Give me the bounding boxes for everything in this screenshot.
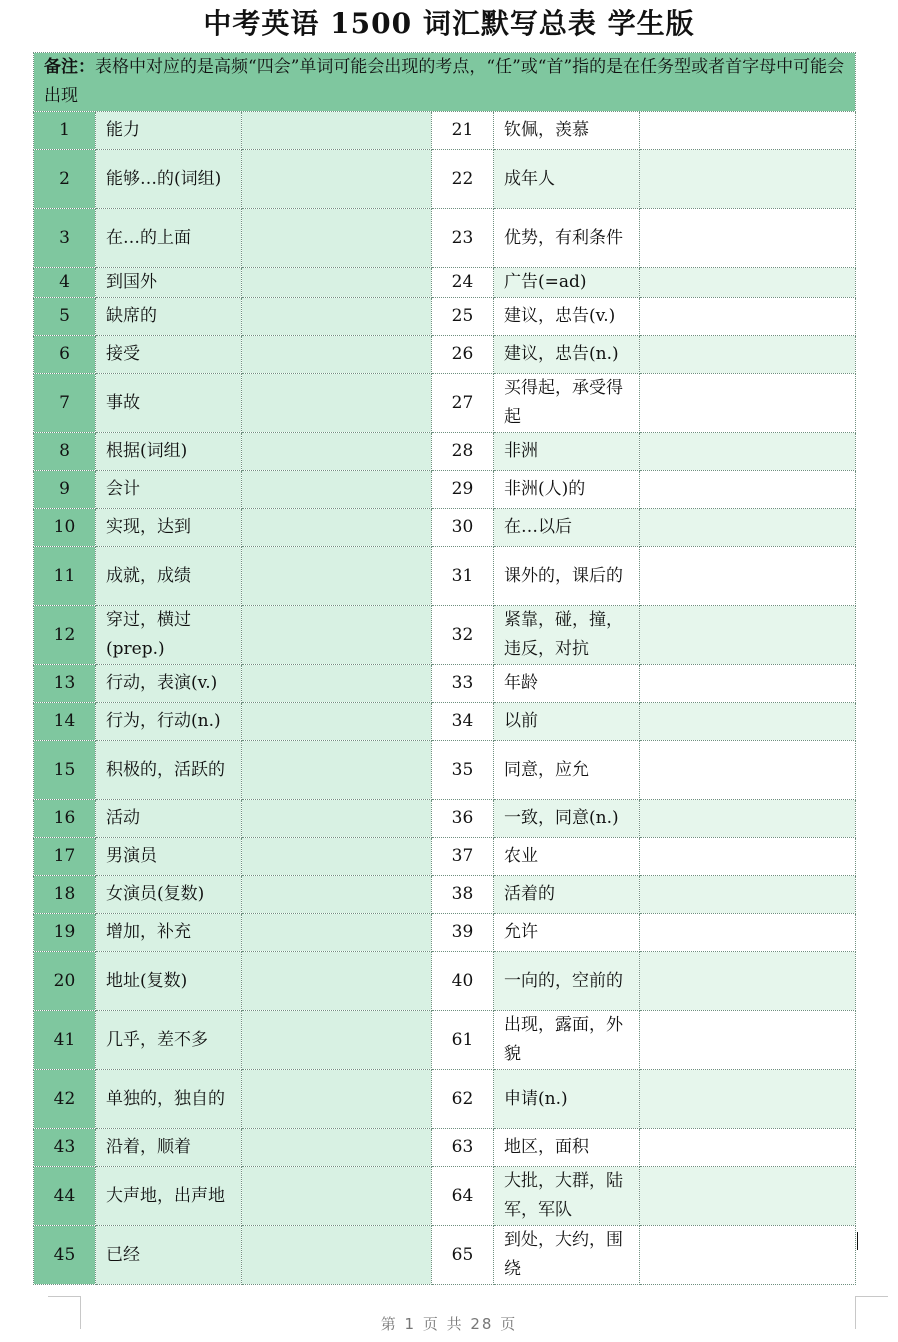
table-row: [34, 914, 856, 952]
row-number: 33: [432, 665, 494, 703]
row-number: 65: [432, 1226, 494, 1285]
row-number: 1: [34, 112, 96, 150]
note-row: [34, 53, 856, 112]
chinese-meaning: 非洲(人)的: [494, 471, 640, 509]
chinese-meaning: 单独的，独自的: [96, 1070, 242, 1129]
table-row: [34, 509, 856, 547]
answer-blank[interactable]: [640, 268, 856, 298]
chinese-meaning: 年龄: [494, 665, 640, 703]
row-number: 40: [432, 952, 494, 1011]
chinese-meaning: 允许: [494, 914, 640, 952]
chinese-meaning: 地址(复数): [96, 952, 242, 1011]
chinese-meaning: 能够…的(词组): [96, 150, 242, 209]
chinese-meaning: 活动: [96, 800, 242, 838]
row-number: 5: [34, 298, 96, 336]
table-row: [34, 1011, 856, 1070]
row-number: 21: [432, 112, 494, 150]
row-number: 30: [432, 509, 494, 547]
row-number: 39: [432, 914, 494, 952]
row-number: 64: [432, 1167, 494, 1226]
chinese-meaning: 在…的上面: [96, 209, 242, 268]
table-row: [34, 876, 856, 914]
row-number: 41: [34, 1011, 96, 1070]
row-number: 18: [34, 876, 96, 914]
row-number: 24: [432, 268, 494, 298]
answer-blank[interactable]: [640, 1226, 856, 1285]
chinese-meaning: 在…以后: [494, 509, 640, 547]
row-number: 37: [432, 838, 494, 876]
chinese-meaning: 到处，大约，围绕: [494, 1226, 640, 1285]
chinese-meaning: 已经: [96, 1226, 242, 1285]
answer-blank[interactable]: [640, 741, 856, 800]
answer-blank[interactable]: [242, 150, 432, 209]
chinese-meaning: 非洲: [494, 433, 640, 471]
answer-blank[interactable]: [242, 374, 432, 433]
row-number: 12: [34, 606, 96, 665]
note-text: 表格中对应的是高频“四会”单词可能会出现的考点，“任”或“首”指的是在任务型或者首字母中可能会出现: [44, 57, 845, 106]
chinese-meaning: 接受: [96, 336, 242, 374]
table-row: [34, 800, 856, 838]
chinese-meaning: 实现，达到: [96, 509, 242, 547]
chinese-meaning: 大批，大群，陆军，军队: [494, 1167, 640, 1226]
table-row: [34, 547, 856, 606]
row-number: 16: [34, 800, 96, 838]
chinese-meaning: 几乎，差不多: [96, 1011, 242, 1070]
row-number: 31: [432, 547, 494, 606]
row-number: 14: [34, 703, 96, 741]
chinese-meaning: 成就，成绩: [96, 547, 242, 606]
answer-blank[interactable]: [242, 665, 432, 703]
chinese-meaning: 建议，忠告(n.): [494, 336, 640, 374]
table-row: [34, 703, 856, 741]
answer-blank[interactable]: [640, 1129, 856, 1167]
chinese-meaning: 穿过，横过(prep.): [96, 606, 242, 665]
answer-blank[interactable]: [640, 509, 856, 547]
answer-blank[interactable]: [640, 665, 856, 703]
chinese-meaning: 缺席的: [96, 298, 242, 336]
answer-blank[interactable]: [640, 209, 856, 268]
row-number: 22: [432, 150, 494, 209]
chinese-meaning: 大声地，出声地: [96, 1167, 242, 1226]
table-row: [34, 665, 856, 703]
chinese-meaning: 建议，忠告(v.): [494, 298, 640, 336]
row-number: 43: [34, 1129, 96, 1167]
table-row: [34, 1226, 856, 1285]
table-row: [34, 606, 856, 665]
answer-blank[interactable]: [242, 112, 432, 150]
answer-blank[interactable]: [242, 433, 432, 471]
chinese-meaning: 到国外: [96, 268, 242, 298]
chinese-meaning: 农业: [494, 838, 640, 876]
answer-blank[interactable]: [242, 336, 432, 374]
answer-blank[interactable]: [640, 800, 856, 838]
answer-blank[interactable]: [640, 1167, 856, 1226]
row-number: 6: [34, 336, 96, 374]
table-row: [34, 209, 856, 268]
vocabulary-table: [33, 52, 856, 1285]
chinese-meaning: 会计: [96, 471, 242, 509]
chinese-meaning: 紧靠，碰，撞，违反，对抗: [494, 606, 640, 665]
row-number: 26: [432, 336, 494, 374]
chinese-meaning: 买得起，承受得起: [494, 374, 640, 433]
answer-blank[interactable]: [640, 1011, 856, 1070]
chinese-meaning: 广告(=ad): [494, 268, 640, 298]
answer-blank[interactable]: [640, 606, 856, 665]
table-row: [34, 150, 856, 209]
chinese-meaning: 申请(n.): [494, 1070, 640, 1129]
answer-blank[interactable]: [242, 1226, 432, 1285]
answer-blank[interactable]: [640, 150, 856, 209]
chinese-meaning: 一致，同意(n.): [494, 800, 640, 838]
row-number: 20: [34, 952, 96, 1011]
chinese-meaning: 事故: [96, 374, 242, 433]
row-number: 27: [432, 374, 494, 433]
answer-blank[interactable]: [242, 509, 432, 547]
chinese-meaning: 地区，面积: [494, 1129, 640, 1167]
chinese-meaning: 增加，补充: [96, 914, 242, 952]
answer-blank[interactable]: [640, 298, 856, 336]
answer-blank[interactable]: [242, 209, 432, 268]
row-number: 17: [34, 838, 96, 876]
row-number: 3: [34, 209, 96, 268]
row-number: 4: [34, 268, 96, 298]
chinese-meaning: 出现，露面，外貌: [494, 1011, 640, 1070]
answer-blank[interactable]: [242, 1167, 432, 1226]
row-number: 36: [432, 800, 494, 838]
table-row: [34, 838, 856, 876]
document-title: 中考英语 1500 词汇默写总表 学生版: [203, 7, 695, 40]
row-number: 7: [34, 374, 96, 433]
row-number: 61: [432, 1011, 494, 1070]
answer-blank[interactable]: [640, 1070, 856, 1129]
row-number: 32: [432, 606, 494, 665]
answer-blank[interactable]: [640, 703, 856, 741]
note-label: 备注：: [44, 57, 95, 77]
chinese-meaning: 成年人: [494, 150, 640, 209]
table-row: [34, 1167, 856, 1226]
row-number: 42: [34, 1070, 96, 1129]
row-number: 15: [34, 741, 96, 800]
answer-blank[interactable]: [242, 547, 432, 606]
answer-blank[interactable]: [640, 433, 856, 471]
table-row: [34, 298, 856, 336]
row-number: 2: [34, 150, 96, 209]
chinese-meaning: 女演员(复数): [96, 876, 242, 914]
note-cell: [34, 53, 856, 112]
table-row: [34, 1070, 856, 1129]
answer-blank[interactable]: [242, 268, 432, 298]
answer-blank[interactable]: [242, 914, 432, 952]
text-cursor: [857, 1232, 858, 1250]
row-number: 38: [432, 876, 494, 914]
chinese-meaning: 钦佩，羡慕: [494, 112, 640, 150]
answer-blank[interactable]: [242, 1129, 432, 1167]
row-number: 19: [34, 914, 96, 952]
answer-blank[interactable]: [242, 298, 432, 336]
table-row: [34, 952, 856, 1011]
chinese-meaning: 同意，应允: [494, 741, 640, 800]
chinese-meaning: 一向的，空前的: [494, 952, 640, 1011]
table-row: [34, 268, 856, 298]
answer-blank[interactable]: [640, 471, 856, 509]
answer-blank[interactable]: [640, 336, 856, 374]
answer-blank[interactable]: [640, 914, 856, 952]
answer-blank[interactable]: [242, 741, 432, 800]
row-number: 28: [432, 433, 494, 471]
row-number: 9: [34, 471, 96, 509]
chinese-meaning: 积极的，活跃的: [96, 741, 242, 800]
answer-blank[interactable]: [640, 952, 856, 1011]
answer-blank[interactable]: [640, 374, 856, 433]
chinese-meaning: 课外的，课后的: [494, 547, 640, 606]
page-footer: 第 1 页 共 28 页: [380, 1315, 518, 1333]
answer-blank[interactable]: [242, 703, 432, 741]
row-number: 45: [34, 1226, 96, 1285]
answer-blank[interactable]: [242, 800, 432, 838]
answer-blank[interactable]: [242, 471, 432, 509]
row-number: 23: [432, 209, 494, 268]
row-number: 10: [34, 509, 96, 547]
answer-blank[interactable]: [242, 1011, 432, 1070]
answer-blank[interactable]: [640, 838, 856, 876]
answer-blank[interactable]: [640, 112, 856, 150]
answer-blank[interactable]: [242, 838, 432, 876]
chinese-meaning: 根据(词组): [96, 433, 242, 471]
row-number: 35: [432, 741, 494, 800]
answer-blank[interactable]: [640, 547, 856, 606]
table-row: [34, 374, 856, 433]
chinese-meaning: 沿着，顺着: [96, 1129, 242, 1167]
row-number: 44: [34, 1167, 96, 1226]
chinese-meaning: 行动，表演(v.): [96, 665, 242, 703]
table-row: [34, 336, 856, 374]
row-number: 11: [34, 547, 96, 606]
answer-blank[interactable]: [242, 606, 432, 665]
chinese-meaning: 以前: [494, 703, 640, 741]
chinese-meaning: 优势，有利条件: [494, 209, 640, 268]
row-number: 29: [432, 471, 494, 509]
row-number: 62: [432, 1070, 494, 1129]
table-row: [34, 741, 856, 800]
table-row: [34, 433, 856, 471]
chinese-meaning: 男演员: [96, 838, 242, 876]
row-number: 25: [432, 298, 494, 336]
answer-blank[interactable]: [242, 876, 432, 914]
chinese-meaning: 活着的: [494, 876, 640, 914]
table-row: [34, 471, 856, 509]
table-row: [34, 112, 856, 150]
row-number: 34: [432, 703, 494, 741]
chinese-meaning: 行为，行动(n.): [96, 703, 242, 741]
table-row: [34, 1129, 856, 1167]
answer-blank[interactable]: [640, 876, 856, 914]
row-number: 63: [432, 1129, 494, 1167]
chinese-meaning: 能力: [96, 112, 242, 150]
answer-blank[interactable]: [242, 1070, 432, 1129]
row-number: 13: [34, 665, 96, 703]
row-number: 8: [34, 433, 96, 471]
answer-blank[interactable]: [242, 952, 432, 1011]
